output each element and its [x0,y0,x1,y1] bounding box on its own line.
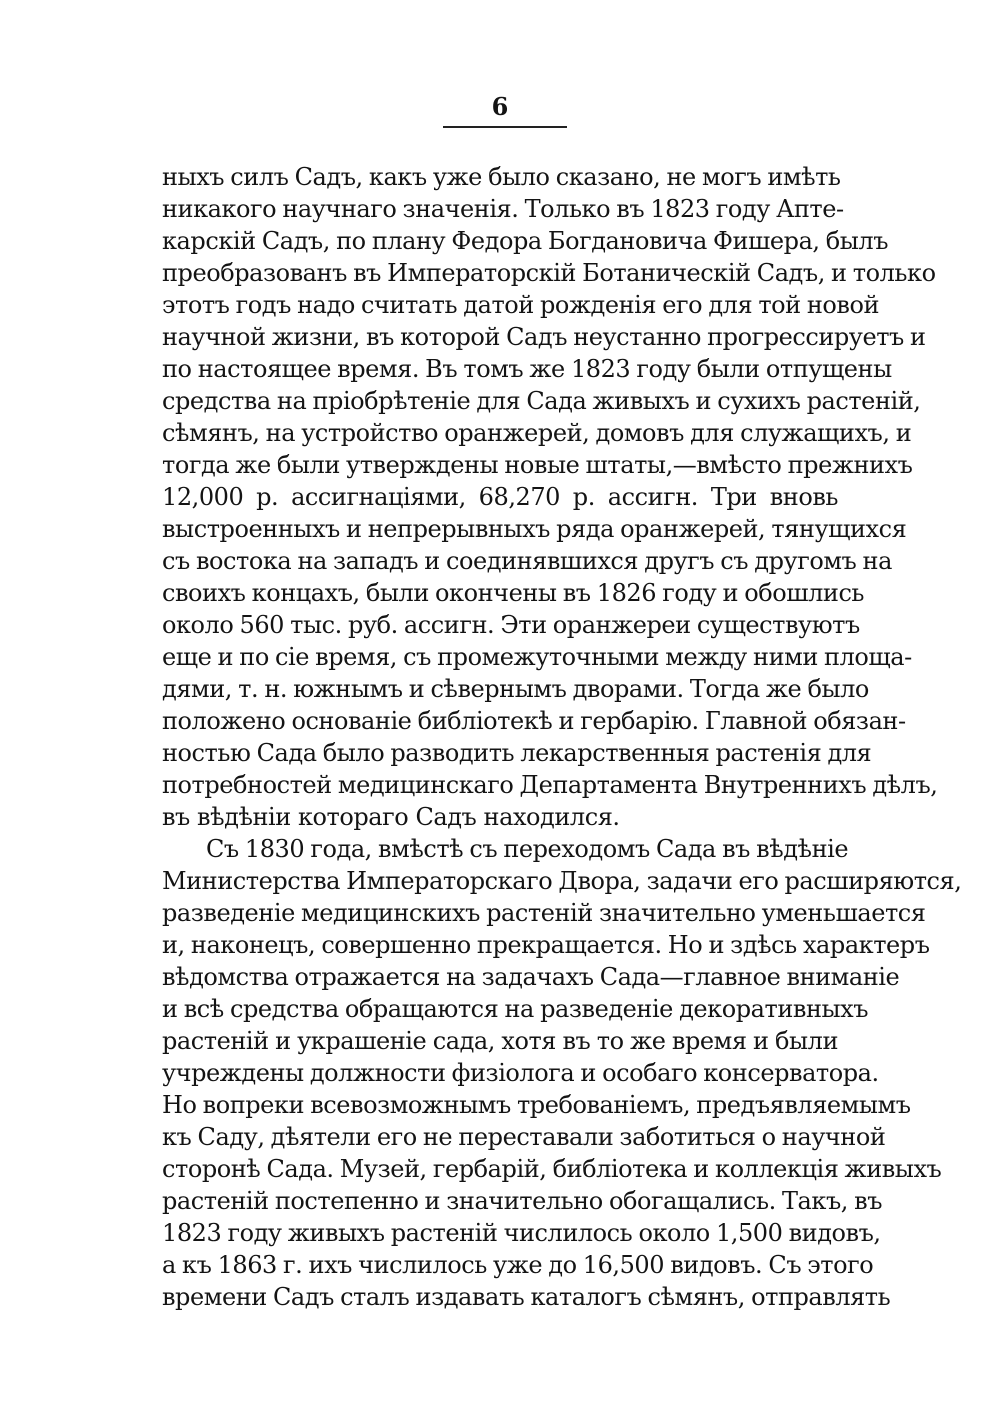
text-line: Но вопреки всевозможнымъ требованіемъ, предъявляемымъ [162,1091,911,1119]
text-line: разведеніе медицинскихъ растеній значительно уменьшается [162,899,926,927]
text-line: учреждены должности физіолога и особаго консерватора. [162,1059,879,1087]
text-line: этотъ годъ надо считать датой рожденія его для той новой [162,291,880,319]
text-line: съ востока на западъ и соединявшихся другъ съ другомъ на [162,547,892,575]
text-line: растеній постепенно и значительно обогащались. Такъ, въ [162,1187,883,1215]
text-line: ностью Сада было разводить лекарственныя растенія для [162,739,872,767]
text-line: дями, т. н. южнымъ и сѣвернымъ дворами. Тогда же было [162,675,869,703]
text-line: и, наконецъ, совершенно прекращается. Но и здѣсь характеръ [162,931,930,959]
paragraph-2 [162,833,962,1313]
text-line: положено основаніе библіотекѣ и гербарію. Главной обязан- [162,707,906,735]
text-line: Съ 1830 года, вмѣстѣ съ переходомъ Сада въ вѣдѣніе [206,835,849,863]
text-line: потребностей медицинскаго Департамента Внутреннихъ дѣлъ, [162,771,938,799]
text-line: сторонѣ Сада. Музей, гербарій, библіотека и коллекція живыхъ [162,1155,942,1183]
text-line: около 560 тыс. руб. ассигн. Эти оранжереи существуютъ [162,611,860,639]
text-line: 1823 году живыхъ растеній числилось около 1,500 видовъ, [162,1219,881,1247]
text-line: къ Саду, дѣятели его не переставали заботиться о научной [162,1123,886,1151]
text-line: выстроенныхъ и непрерывныхъ ряда оранжерей, тянущихся [162,515,907,543]
text-line: времени Садъ сталъ издавать каталогъ сѣмянъ, отправлять [162,1283,891,1311]
text-line: и всѣ средства обращаются на разведеніе декоративныхъ [162,995,869,1023]
text-line: Министерства Императорскаго Двора, задачи его расширяются, [162,867,962,895]
paragraph-1 [162,161,938,833]
page-number-rule [443,126,567,128]
text-line: научной жизни, въ которой Садъ неустанно прогрессируетъ и [162,323,926,351]
text-line: по настоящее время. Въ томъ же 1823 году были отпущены [162,355,892,383]
text-line: карскій Садъ, по плану Федора Богдановича Фишера, былъ [162,227,889,255]
text-line: 12,000 р. ассигнаціями, 68,270 р. ассигн. Три вновь [162,483,838,511]
text-line: еще и по сіе время, съ промежуточными между ними площа- [162,643,912,671]
page-number: 6 [491,92,509,121]
text-line: а къ 1863 г. ихъ числилось уже до 16,500 видовъ. Съ этого [162,1251,874,1279]
text-line: тогда же были утверждены новые штаты,—вмѣсто прежнихъ [162,451,913,479]
text-line: растеній и украшеніе сада, хотя въ то же время и были [162,1027,838,1055]
text-line: вѣдомства отражается на задачахъ Сада—главное вниманіе [162,963,900,991]
text-line: ныхъ силъ Садъ, какъ уже было сказано, не могъ имѣть [162,163,841,191]
text-body [162,161,962,1313]
text-line: преобразованъ въ Императорскій Ботаническій Садъ, и только [162,259,936,287]
text-line: въ вѣдѣніи котораго Садъ находился. [162,803,620,831]
text-line: сѣмянъ, на устройство оранжерей, домовъ для служащихъ, и [162,419,912,447]
text-line: никакого научнаго значенія. Только въ 1823 году Апте- [162,195,844,223]
text-line: средства на пріобрѣтеніе для Сада живыхъ и сухихъ растеній, [162,387,921,415]
text-line: своихъ концахъ, были окончены въ 1826 году и обошлись [162,579,865,607]
